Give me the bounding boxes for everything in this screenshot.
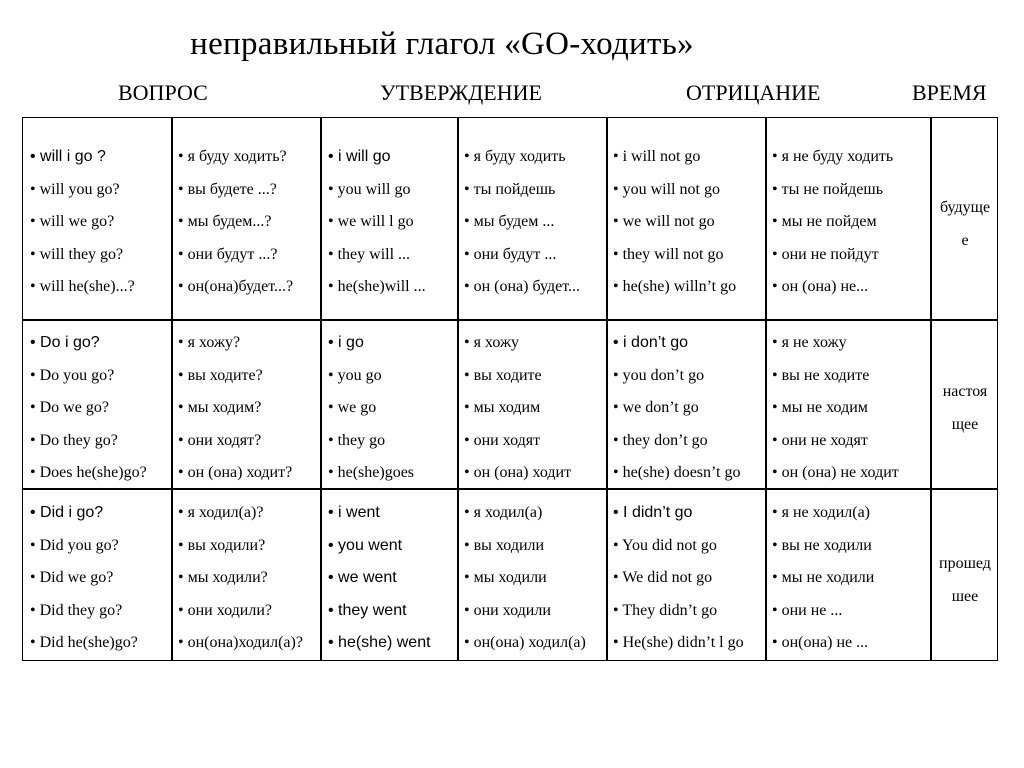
table-cell: • you don’t go	[613, 366, 705, 384]
table-cell: • я не буду ходить	[772, 148, 894, 165]
row-divider	[23, 488, 997, 490]
table-cell: • Does he(she)go?	[30, 464, 147, 481]
row-divider	[23, 319, 997, 321]
table-cell: • вы не ходите	[772, 366, 870, 384]
table-cell: • я ходил(а)?	[178, 504, 264, 521]
table-cell: • he(she) doesn’t go	[613, 464, 741, 481]
table-cell: • He(she) didn’t l go	[613, 634, 744, 651]
table-cell: • вы не ходили	[772, 536, 872, 554]
table-cell: • he(she)goes	[328, 464, 415, 481]
table-cell: • you went	[328, 536, 403, 554]
table-cell: • я хожу?	[178, 334, 241, 351]
column-divider	[606, 118, 608, 660]
header-question: ВОПРОС	[118, 80, 208, 105]
tense-label	[932, 191, 998, 257]
table-cell: • Did i go?	[30, 504, 104, 521]
table-cell: • они будут ...?	[178, 245, 278, 263]
table-cell: • вы ходите?	[178, 366, 263, 384]
table-cell: • Did we go?	[30, 569, 114, 586]
table-cell: • they don’t go	[613, 431, 708, 449]
table-cell: • он (она) ходит	[464, 464, 572, 481]
table-cell: • Do i go?	[30, 334, 100, 351]
table-cell: • он (она) не ходит	[772, 464, 899, 481]
table-cell: • they go	[328, 431, 386, 449]
table-cell: • Do you go?	[30, 366, 115, 384]
table-cell: • мы ходим	[464, 399, 541, 416]
table-cell: • мы ходили?	[178, 569, 268, 586]
table-cell: • Did you go?	[30, 536, 119, 554]
table-cell: • я не ходил(а)	[772, 504, 870, 521]
table-cell: • you go	[328, 366, 382, 384]
tense-label-line: настоя	[942, 383, 988, 400]
table-cell: • мы будем...?	[178, 213, 272, 230]
table-cell: • вы ходили	[464, 536, 545, 554]
table-cell: • will you go?	[30, 180, 120, 198]
table-cell: • he(she) went	[328, 634, 431, 651]
table-cell: • You did not go	[613, 536, 717, 554]
table-cell: • я буду ходить	[464, 148, 566, 165]
table-cell: • they will not go	[613, 245, 724, 263]
table-cell: • ты пойдешь	[464, 180, 556, 198]
tense-label	[932, 547, 998, 613]
table-cell: • They didn’t go	[613, 601, 718, 619]
tense-label-line: щее	[951, 416, 979, 433]
table-cell: • мы не ходим	[772, 399, 868, 416]
tense-label-line: шее	[951, 588, 979, 605]
table-cell: • Did they go?	[30, 601, 123, 619]
table-cell: • мы будем ...	[464, 213, 555, 230]
table-cell: • will i go ?	[30, 148, 106, 165]
table-cell: • он(она)будет...?	[178, 278, 294, 295]
table-cell: • we go	[328, 399, 377, 416]
table-cell: • мы не пойдем	[772, 213, 877, 230]
table-cell: • Do they go?	[30, 431, 118, 449]
column-divider	[171, 118, 173, 660]
table-cell: • он(она)ходил(а)?	[178, 634, 303, 651]
table-cell: • we don’t go	[613, 399, 699, 416]
table-cell: • i will go	[328, 148, 391, 165]
table-cell: • он (она) не...	[772, 278, 869, 295]
column-divider	[457, 118, 459, 660]
table-cell: • i don’t go	[613, 334, 688, 351]
table-cell: • Did he(she)go?	[30, 634, 138, 651]
table-cell: • я буду ходить?	[178, 148, 287, 165]
table-cell: • we will l go	[328, 213, 414, 230]
table-cell: • они не пойдут	[772, 245, 879, 263]
column-divider	[765, 118, 767, 660]
table-cell: • они ходили?	[178, 601, 273, 619]
table-cell: • он(она) ходил(а)	[464, 634, 586, 651]
table-cell: • они ходят?	[178, 431, 262, 449]
table-cell: • ты не пойдешь	[772, 180, 883, 198]
table-cell: • they went	[328, 601, 407, 619]
header-negative: ОТРИЦАНИЕ	[686, 80, 821, 105]
tense-label-line: будуще	[939, 199, 991, 216]
table-cell: • i went	[328, 504, 380, 521]
table-cell: • мы не ходили	[772, 569, 875, 586]
table-cell: • он (она) будет...	[464, 278, 581, 295]
table-cell: • они не ...	[772, 601, 843, 619]
tense-label	[932, 375, 998, 441]
table-cell: • you will not go	[613, 180, 720, 198]
table-cell: • я ходил(а)	[464, 504, 543, 521]
table-cell: • we will not go	[613, 213, 715, 230]
table-cell: • он(она) не ...	[772, 634, 869, 651]
table-cell: • will he(she)...?	[30, 278, 135, 295]
table-cell: • will they go?	[30, 245, 124, 263]
table-cell: • я хожу	[464, 334, 520, 351]
table-cell: • they will ...	[328, 245, 411, 263]
table-cell: • i will not go	[613, 148, 701, 165]
table-cell: • i go	[328, 334, 364, 351]
table-cell: • вы ходите	[464, 366, 542, 384]
table-cell: • Do we go?	[30, 399, 109, 416]
table-cell: • вы ходили?	[178, 536, 266, 554]
tense-label-line: прошед	[939, 555, 991, 572]
conjugation-table	[22, 117, 998, 661]
header-time: ВРЕМЯ	[912, 80, 987, 105]
table-cell: • они не ходят	[772, 431, 868, 449]
table-cell: • мы ходили	[464, 569, 547, 586]
header-affirmative: УТВЕРЖДЕНИЕ	[380, 80, 542, 105]
table-cell: • мы ходим?	[178, 399, 262, 416]
table-cell: • они ходят	[464, 431, 541, 449]
table-cell: • he(she)will ...	[328, 278, 426, 295]
table-cell: • он (она) ходит?	[178, 464, 293, 481]
table-cell: • We did not go	[613, 569, 713, 586]
table-cell: • I didn’t go	[613, 504, 693, 521]
table-cell: • вы будете ...?	[178, 180, 277, 198]
column-divider	[320, 118, 322, 660]
table-cell: • we went	[328, 569, 397, 586]
table-cell: • will we go?	[30, 213, 115, 230]
table-cell: • you will go	[328, 180, 411, 198]
page-title: неправильный глагол «GO-ходить»	[190, 26, 694, 62]
table-cell: • они будут ...	[464, 245, 557, 263]
table-cell: • они ходили	[464, 601, 551, 619]
table-cell: • he(she) willn’t go	[613, 278, 737, 295]
tense-label-line: е	[961, 232, 969, 249]
table-cell: • я не хожу	[772, 334, 847, 351]
